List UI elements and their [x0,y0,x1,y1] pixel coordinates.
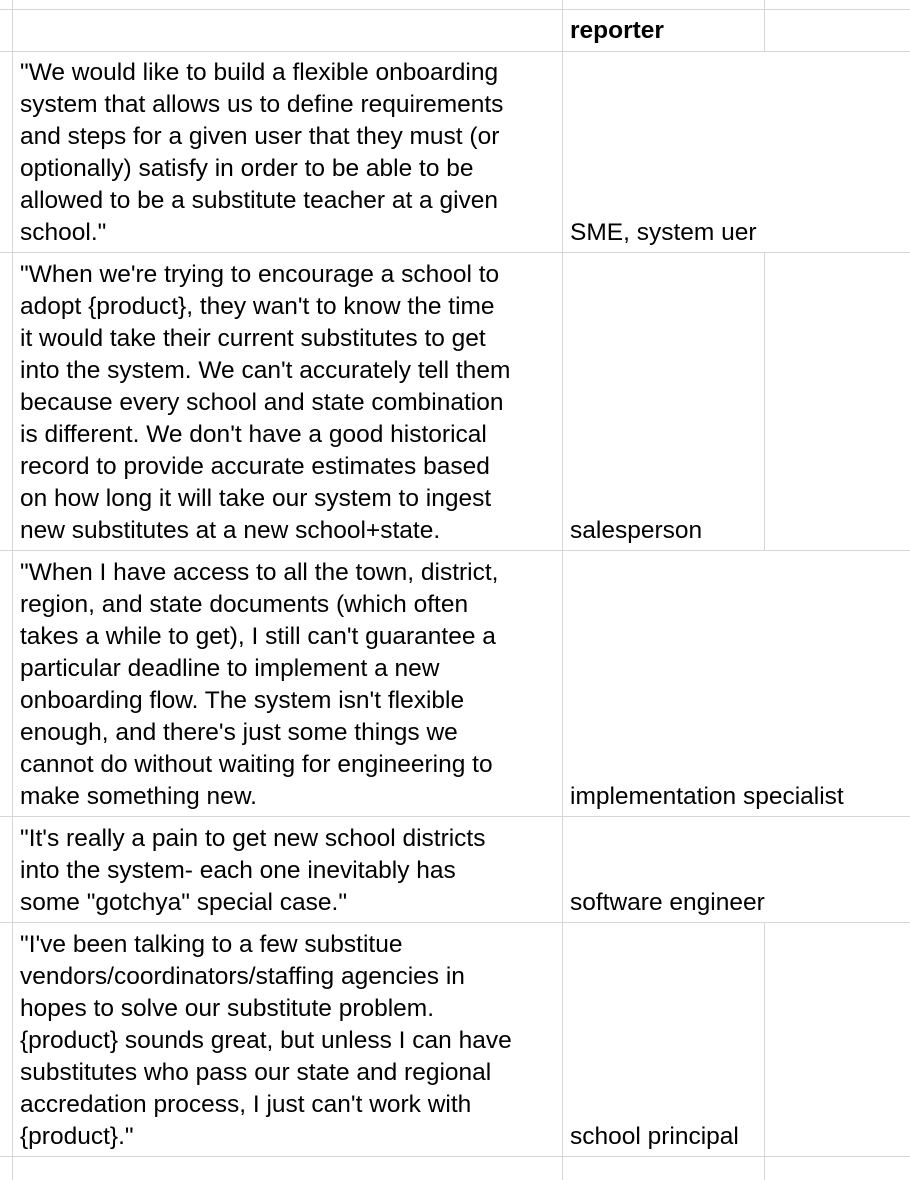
row-divider [0,51,910,52]
column-divider [764,252,765,550]
row-divider [0,816,910,817]
reporter-cell[interactable]: software engineer [570,889,765,916]
reporter-column-header[interactable]: reporter [570,17,664,44]
row-divider [0,252,910,253]
reporter-cell[interactable]: school principal [570,1123,739,1150]
quote-cell[interactable]: "When we're trying to encourage a school to adopt {product}, they wan't to know the time it would take their current substitutes to get into the system. We can't accurately tell them because every school and state combination is different. We don't have a good historical record to provide accurate estimates based on how long it will take our system to ingest new substitutes at a new school+state. [20,261,511,544]
row-divider [0,550,910,551]
column-divider [12,0,13,1180]
quote-cell[interactable]: "It's really a pain to get new school districts into the system- each one inevitably has some "gotchya" special case." [20,825,486,916]
quote-cell[interactable]: "When I have access to all the town, district, region, and state documents (which often takes a while to get), I still can't guarantee a particular deadline to implement a new onboarding flow. The system isn't flexible enough, and there's just some things we cannot do without waiting for engineering to make something new. [20,559,499,810]
column-divider [562,0,563,1180]
row-divider [0,9,910,10]
reporter-cell[interactable]: SME, system uer [570,219,757,246]
quote-cell[interactable]: "I've been talking to a few substitue vendors/coordinators/staffing agencies in hopes to solve our substitute problem. {product} sounds great, but unless I can have substitutes who pass our state and regional accredation process, I just can't work with {product}." [20,931,512,1150]
reporter-cell[interactable]: salesperson [570,517,703,544]
row-divider [0,922,910,923]
quote-cell[interactable]: "We would like to build a flexible onboarding system that allows us to define requirements and steps for a given user that they must (or optionally) satisfy in order to be able to be allowed to be a substitute teacher at a given school." [20,59,504,246]
reporter-cell[interactable]: implementation specialist [570,783,844,810]
row-divider [0,1156,910,1157]
